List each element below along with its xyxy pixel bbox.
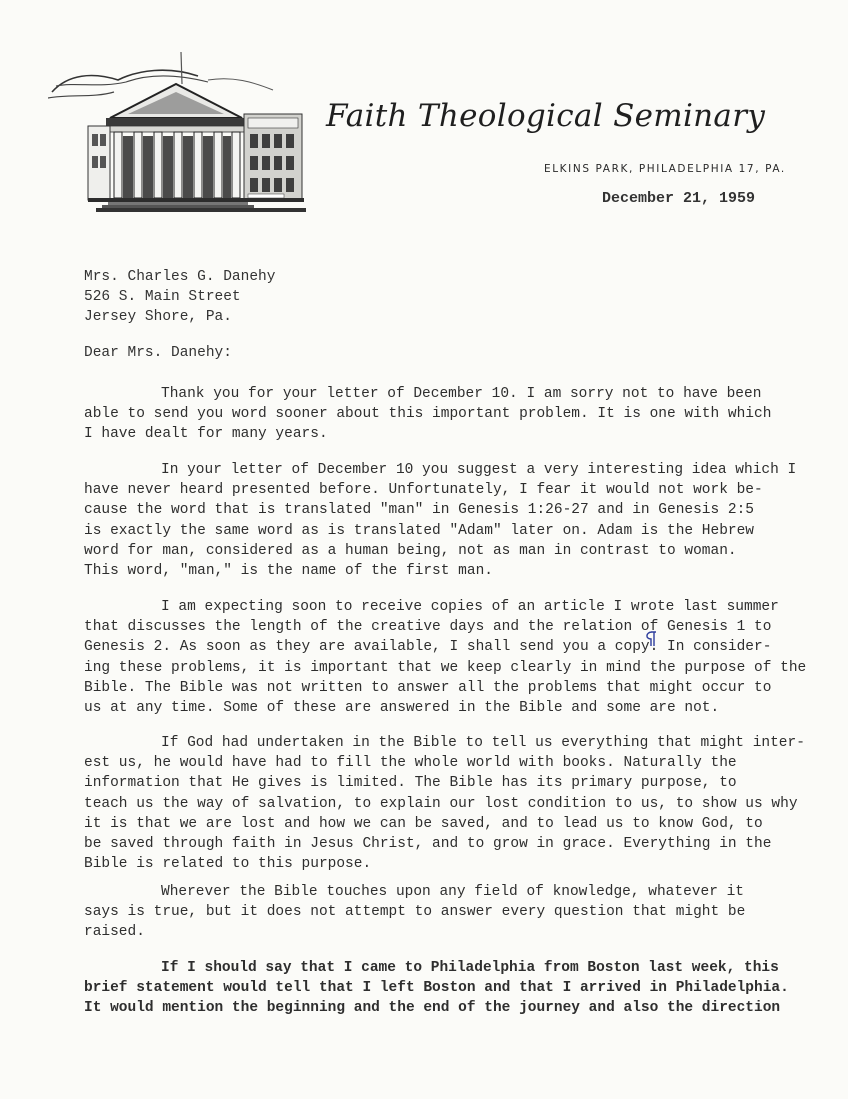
paragraph <box>84 460 796 581</box>
text-line: brief statement would tell that I left Boston and that I arrived in Philadelphia. <box>84 980 789 997</box>
text-line: Thank you for your letter of December 10. I am sorry not to have been <box>161 386 762 402</box>
text-line: raised. <box>84 924 145 941</box>
text-line: have never heard presented before. Unfortunately, I fear it would not work be- <box>84 482 763 499</box>
salutation: Dear Mrs. Danehy: <box>84 345 232 361</box>
text-line: able to send you word sooner about this important problem. It is one with which <box>84 406 772 423</box>
text-line: Bible. The Bible was not written to answer all the problems that might occur to <box>84 679 772 696</box>
text-line: Genesis 2. As soon as they are available, I shall send you a copy. In consider- <box>84 639 772 656</box>
text-line: says is true, but it does not attempt to answer every question that might be <box>84 904 746 921</box>
text-line: It would mention the beginning and the end of the journey and also the direction <box>84 1000 781 1017</box>
text-line: it is that we are lost and how we can be saved, and to lead us to know God, to <box>84 815 763 832</box>
text-line: us at any time. Some of these are answered in the Bible and some are not. <box>84 700 720 717</box>
text-line: Bible is related to this purpose. <box>84 856 372 873</box>
paragraph <box>84 384 771 445</box>
text-line: This word, "man," is the name of the first man. <box>84 563 493 580</box>
paragraph <box>84 733 805 874</box>
text-line: is exactly the same word as is translated "Adam" later on. Adam is the Hebrew <box>84 522 755 539</box>
seminary-name: Faith Theological Seminary <box>326 98 766 134</box>
paragraph-mark-icon <box>643 630 658 648</box>
text-line: I have dealt for many years. <box>84 426 328 443</box>
text-line: Wherever the Bible touches upon any field of knowledge, whatever it <box>161 884 744 900</box>
text-line: cause the word that is translated "man" in Genesis 1:26-27 and in Genesis 2:5 <box>84 502 755 519</box>
text-line: est us, he would have had to fill the whole world with books. Naturally the <box>84 755 737 772</box>
text-line: that discusses the length of the creative days and the relation of Genesis 1 to <box>84 619 772 636</box>
text-line: If I should say that I came to Philadelphia from Boston last week, this <box>161 960 779 976</box>
recipient-city: Jersey Shore, Pa. <box>84 309 232 325</box>
recipient-name: Mrs. Charles G. Danehy <box>84 269 276 285</box>
paragraph <box>84 882 745 943</box>
text-line: ing these problems, it is important that we keep clearly in mind the purpose of the <box>84 659 807 676</box>
text-line: I am expecting soon to receive copies of an article I wrote last summer <box>161 599 779 615</box>
letter-date: December 21, 1959 <box>602 190 756 207</box>
text-line: If God had undertaken in the Bible to tell us everything that might inter- <box>161 735 805 751</box>
text-line: be saved through faith in Jesus Christ, and to grow in grace. Everything in the <box>84 836 772 853</box>
paragraph <box>84 958 789 1019</box>
text-line: teach us the way of salvation, to explain our lost condition to us, to show us why <box>84 795 798 812</box>
paragraph <box>84 597 806 718</box>
seminary-building-illustration <box>48 52 310 214</box>
recipient-address <box>84 267 275 327</box>
text-line: information that He gives is limited. The Bible has its primary purpose, to <box>84 775 737 792</box>
seminary-address: ELKINS PARK, PHILADELPHIA 17, PA. <box>544 163 786 175</box>
recipient-street: 526 S. Main Street <box>84 289 241 305</box>
text-line: In your letter of December 10 you suggest a very interesting idea which I <box>161 462 797 478</box>
text-line: word for man, considered as a human being, not as man in contrast to woman. <box>84 542 737 559</box>
